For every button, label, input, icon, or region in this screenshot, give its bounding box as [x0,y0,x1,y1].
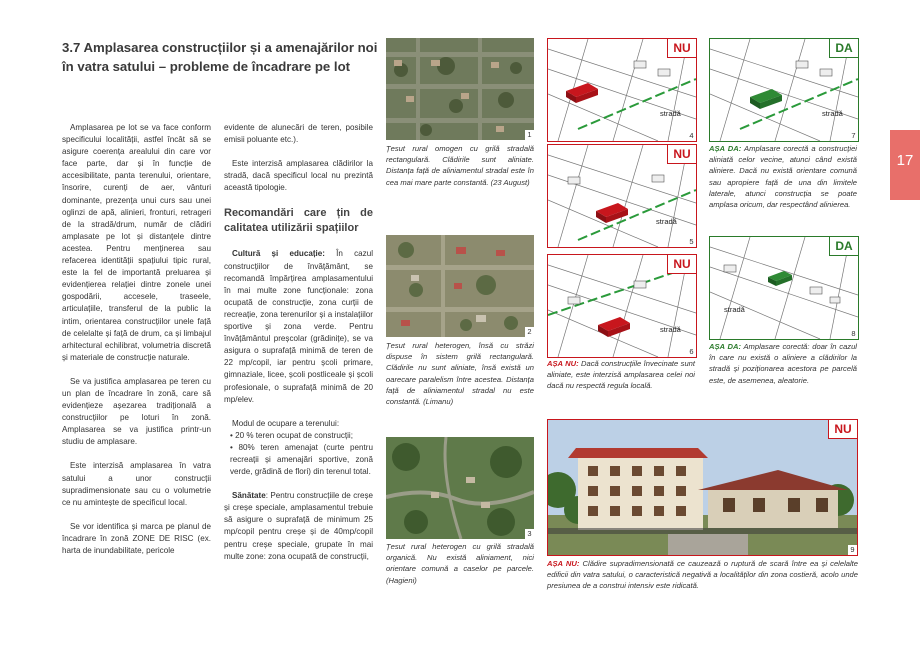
paragraph: evidente de alunecări de teren, posibile emisii poluante etc.). [224,123,373,145]
figure-number: 3 [525,529,534,539]
occupation-list [224,430,373,478]
street-label: stradă [724,305,745,314]
street-label: stradă [660,325,681,334]
figure-number: 9 [848,545,857,555]
verdict-badge: NU [667,145,696,164]
verdict-badge: DA [829,237,858,256]
figure-number: 6 [687,347,696,357]
paragraph: Se vor identifica și marca pe planul de încadrare în zonă ZONE DE RISC (ex. harta de inundabilitate, pericole [62,521,211,555]
photo-caption-9 [547,558,858,592]
paragraph: Se va justifica amplasarea pe teren cu un plan de încadrare în zonă, care să evidențieze așezarea tradițională a construcțiilor pe loturi în zonă. Amplasarea se va justifica printr-un studiu de amplasare. [62,376,211,447]
diagram-8-da [709,236,859,340]
diagram-caption-8 [709,341,857,386]
paragraph: : Pentru construcțiile de creșe și creșe speciale, amplasamentul trebuie să asigure o suprafață de minimum 25 mp/copil pentru creșe și de 40mp/copil pentru creșe speciale, grupate în mai multe zone: zona ocupată de construcții, [224,491,373,561]
diagram-4-nu [547,38,697,142]
street-label: stradă [656,217,677,226]
bold-label: Cultură și educație: [232,249,325,259]
caption-text: Clădire supradimensionată ce cauzează o ruptură de scară între ea și celelalte edificii din vatra satului, o caracteristică negativă a localităților din zona costieră, acolo unde presiunea de a construi intensiv este ridicată. [547,559,859,591]
text-column-2 [224,122,373,575]
figure-number: 5 [687,237,696,247]
verdict-badge: NU [667,255,696,274]
verdict-badge: DA [829,39,858,58]
caption-label: AȘA NU: [547,559,580,568]
paragraph: Este interzisă amplasarea în vatra satului a unor construcții supradimensionate sau cu o volumetrie ce nu amintește de specificul local. [62,461,211,507]
street-label: stradă [660,109,681,118]
paragraph: Amplasarea pe lot se va face conform specificului localității, astfel încât să se asigure coerența arealului din care vor face parte, dar și în funcție de accesibilitate, panta terenului, orientare, însorire, curenți de aer, vânturi dominante, prezența unui curs sau unei oglinzi de apă, alinieri, fronturi, retrageri de la stradă/drum, număr de clădiri amplasate pe lot și distanțele dintre acestea. Pentru menținerea sau refacerea identității spațiului tipic rural, este la fel de importantă preluarea și evidențierea relației dintre zonele unei gospodării, accesele, traseele, articulațiile, transferul de la public la intim, orientarea construcțiilor unele față de celelalte și față de drum, ca și limbajul arhitectural echilibrat, volumetria discretă și materiale de construcție naturale. [62,123,211,362]
photo-9-oversized-building [547,419,858,556]
aerial-photo-1 [386,38,534,140]
list-item: • 80% teren amenajat (curte pentru recreații și amenajări sportive, zonă verde, grădină de flori) din terenul total. [230,442,373,477]
section-heading: Recomandări care țin de calitatea utilizării spațiilor [224,207,373,235]
page-number-tab: 17 [890,130,920,200]
figure-number: 7 [849,131,858,141]
aerial-photo-3 [386,437,534,539]
diagram-caption-7 [709,143,857,210]
diagram-5-nu [547,144,697,248]
photo-caption-1: Țesut rural omogen cu grilă stradală rectangulară. Clădirile sunt aliniate. Distanța față de aliniamentul stradal este în cea mai mare parte constantă. (23 August) [386,144,534,187]
paragraph: În cazul construcțiilor de învățământ, se recomandă împărțirea amplasamentului în mai multe zone funcționale: zona ocupată de construcție, zona curții de recreație, zona terenurilor și a instalațiilor sportive și zona verde. Pentru învățământul preșcolar (grădinițe), se va asigura o suprafață minimă de teren de 22 mp/copil, iar pentru școli primare, gimnaziale, licee, școli postliceale și școli profesionale, o suprafață minimă de 20 mp/elev. [224,249,373,404]
caption-label: AȘA DA: [709,144,742,153]
diagram-6-nu [547,254,697,358]
figure-number: 8 [849,329,858,339]
list-title: Modul de ocupare a terenului: [232,418,340,428]
paragraph: Este interzisă amplasarea clădirilor la stradă, dacă specificul local nu prezintă această tipologie. [224,159,373,193]
street-label: stradă [822,109,843,118]
caption-text: Dacă construcțiile învecinate sunt aliniate, este interzisă amplasarea celei noi dacă nu respectă regula locală. [547,359,695,391]
figure-number: 1 [525,130,534,140]
diagram-7-da [709,38,859,142]
figure-number: 2 [525,327,534,337]
bold-label: Sănătate [232,491,266,501]
list-item: • 20 % teren ocupat de construcții; [230,430,353,440]
verdict-badge: NU [667,39,696,58]
verdict-badge: NU [828,420,857,439]
caption-text: Amplasare corectă: doar în cazul în care nu există o aliniere a clădirilor la stradă și poziționarea acestora pe parcelă este, de asemenea, aleatorie. [709,342,857,385]
caption-label: AȘA NU: [547,359,579,368]
diagram-caption-6 [547,358,695,392]
caption-text: Amplasare corectă a construcției aliniată celor vecine, atunci când există aliniere. Dacă nu există orientare comună sau apropiere față de una din limitele laterale, atunci construcția se poate amplasa oricum, dar respectând alinierea. [709,144,857,210]
aerial-photo-2 [386,235,534,337]
caption-label: AȘA DA: [709,342,741,351]
photo-caption-2: Țesut rural heterogen, însă cu străzi dispuse în sistem grilă rectangulară. Clădirile nu sunt aliniate, însă există un oarecare paralelism între acestea. Distanța față de aliniamentul stradal nu este constantă. (Limanu) [386,341,534,407]
figure-number: 4 [687,131,696,141]
photo-caption-3: Țesut rural heterogen cu grilă stradală organică. Nu există aliniament, nici orientare comună a caselor pe parcele. (Hagieni) [386,542,534,585]
page-title: 3.7 Amplasarea construcțiilor și a amenajărilor noi în vatra satului – probleme de încadrare pe lot [62,40,378,74]
text-column-1 [62,122,211,569]
